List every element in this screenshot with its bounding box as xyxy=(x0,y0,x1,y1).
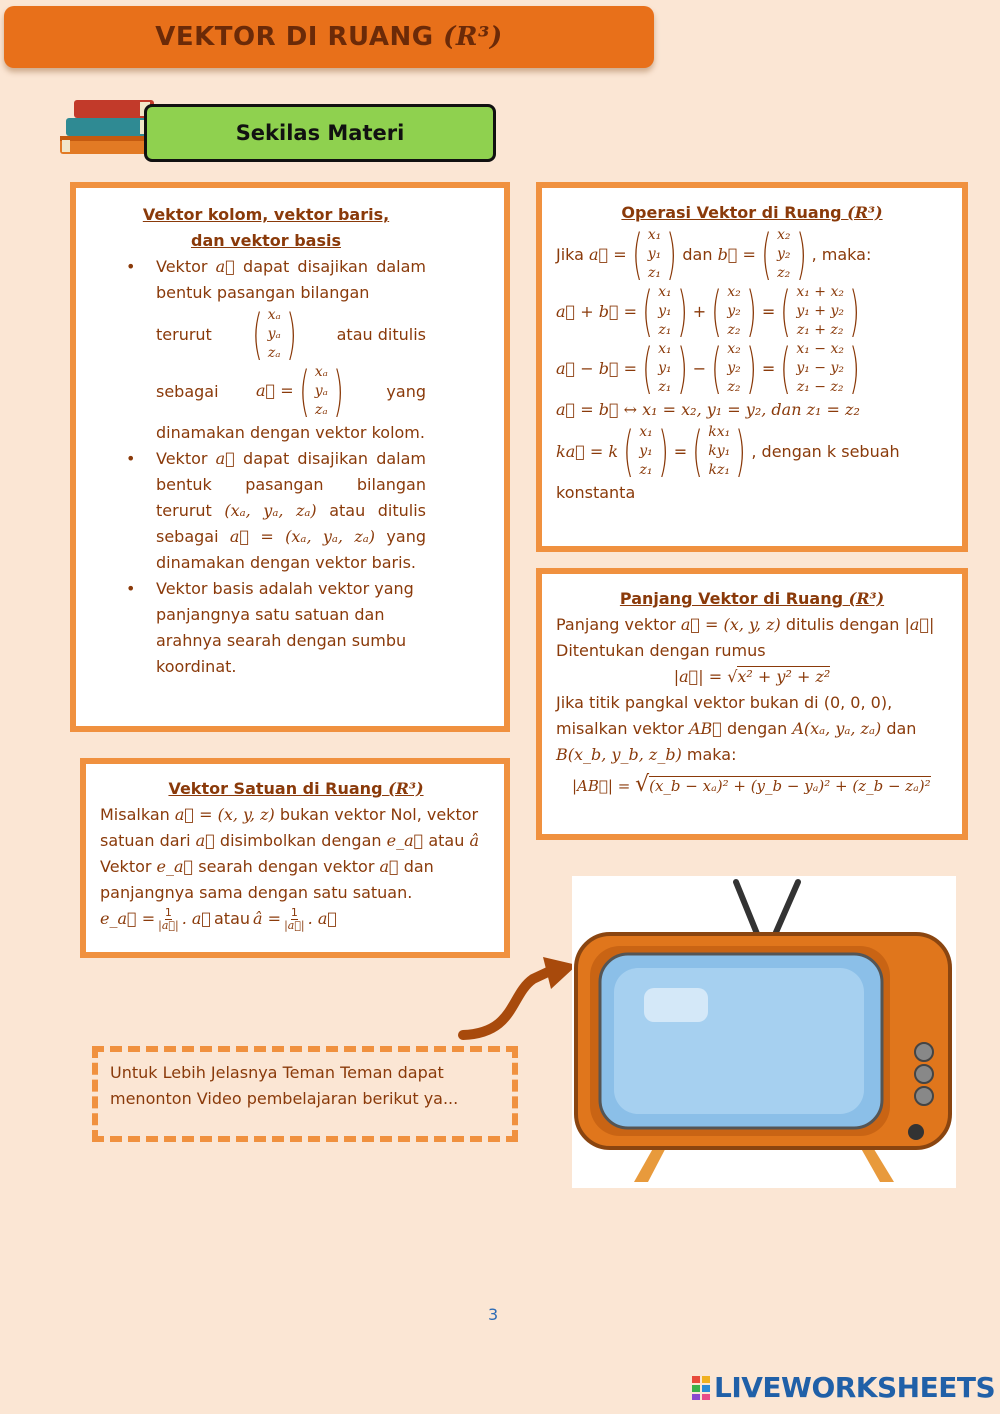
curved-arrow-icon xyxy=(455,955,585,1045)
list-item: • Vektor a⃗ dapat disajikan dalam bentuk pasangan bilangan terurut (xₐ, yₐ, zₐ) atau ditulis sebagai a⃗ = (xₐ, yₐ, zₐ) yang dinamakan dengan vektor baris. xyxy=(106,446,426,576)
equality-condition: a⃗ = b⃗ ↔ x₁ = x₂, y₁ = y₂, dan z₁ = z₂ xyxy=(556,400,860,419)
video-note: Untuk Lebih Jelasnya Teman Teman dapat menonton Video pembelajaran berikut ya... xyxy=(92,1046,518,1142)
box-operasi-vektor: Operasi Vektor di Ruang (R³) Jika a⃗ = ( x₁ y₁ z₁ ) dan b⃗ = ( x₂ y₂ z₂ ) , maka: a⃗ + b⃗ = ( x₁ y₁ z₁ ) + ( x₂ y₂ z₂ ) = ( x₁ + x₂ y₁ + y₂ z₁ + z₂ ) a⃗ − b⃗ = ( x₁ y₁ z₁ ) − ( x₂ y₂ z₂ ) = ( x₁ − x₂ y₁ − y₂ z₁ − z₂ ) a⃗ = b⃗ ↔ x₁ = x₂, y₁ = y₂, dan z₁ = z₂ ka⃗ = k ( x₁ y₁ z₁ ) = ( kx₁ ky₁ kz₁ ) , dengan k sebuah konstanta xyxy=(536,182,968,552)
list-item: • Vektor a⃗ dapat disajikan dalam bentuk pasangan bilangan terurut ( xₐ yₐ zₐ ) atau ditulis sebagai a⃗ = ( xₐ yₐ zₐ ) yang dinamakan dengan vektor kolom. xyxy=(106,254,426,446)
logo-mark-icon xyxy=(692,1376,712,1400)
box-panjang-vektor: Panjang Vektor di Ruang (R³) Panjang vektor a⃗ = (x, y, z) ditulis dengan |a⃗| Ditentukan dengan rumus |a⃗| = √x² + y² + z² Jika titik pangkal vektor bukan di (0, 0, 0), misalkan vektor AB⃗ dengan A(xₐ, yₐ, zₐ) dan B(x_b, y_b, z_b) maka: |AB⃗| = √(x_b − xₐ)² + (y_b − yₐ)² + (z_b − zₐ)² xyxy=(536,568,968,840)
title-banner xyxy=(4,6,654,68)
box-title: Panjang Vektor di Ruang (R³) xyxy=(619,589,885,608)
liveworksheets-logo: LIVEWORKSHEETS xyxy=(692,1371,995,1404)
ab-length-formula: |AB⃗| = √(x_b − xₐ)² + (y_b − yₐ)² + (z_b − zₐ)² xyxy=(572,772,931,797)
unit-vector-formula: e_a⃗ = $\frac{1}{|a⃗|}$ . a⃗ atau â = $\frac{1}{|a⃗|}$ . a⃗ xyxy=(100,905,337,932)
length-formula: |a⃗| = √x² + y² + z² xyxy=(673,667,831,686)
box-title: Operasi Vektor di Ruang (R³) xyxy=(621,203,883,222)
box-vektor-kolom xyxy=(70,182,510,732)
section-heading: Sekilas Materi xyxy=(144,104,496,162)
page-number: 3 xyxy=(488,1305,499,1324)
tv-icon[interactable] xyxy=(572,876,956,1188)
list-item: • Vektor basis adalah vektor yang panjangnya satu satuan dan arahnya searah dengan sumbu koordinat. xyxy=(106,576,426,680)
column-vector: ( xₐ yₐ zₐ ) xyxy=(251,302,297,366)
box-title: Vektor Satuan di Ruang (R³) xyxy=(168,779,424,798)
box-vektor-satuan: Vektor Satuan di Ruang (R³) Misalkan a⃗ = (x, y, z) bukan vektor Nol, vektor satuan dari a⃗ disimbolkan dengan e_a⃗ atau â Vektor e_a⃗ searah dengan vektor a⃗ dan panjangnya sama dengan satu satuan. e_a⃗ = $\frac{1}{|a⃗|}$ . a⃗ atau â = $\frac{1}{|a⃗|}$ . a⃗ xyxy=(80,758,510,958)
column-vector: ( xₐ yₐ zₐ ) xyxy=(298,359,344,423)
bullet-list xyxy=(106,254,426,680)
page-title: VEKTOR DI RUANG (R³) xyxy=(155,22,503,52)
box-title: Vektor kolom, vektor baris, dan vektor basis xyxy=(142,205,390,250)
